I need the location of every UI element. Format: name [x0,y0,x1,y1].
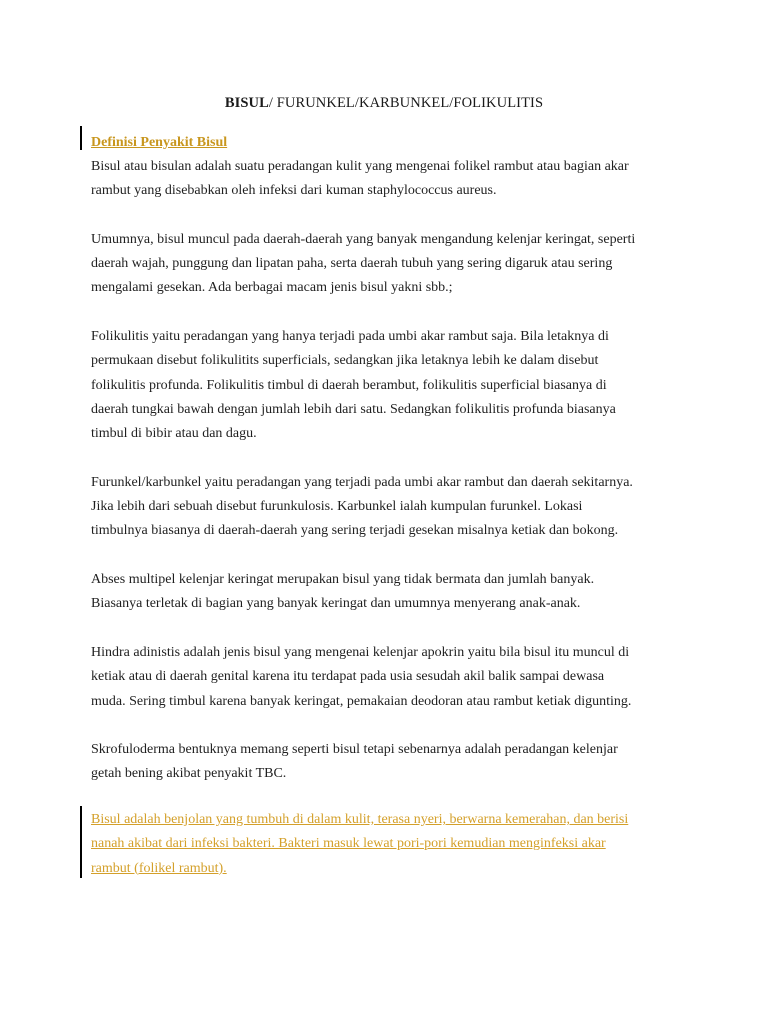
section-heading: Definisi Penyakit Bisul [91,135,228,150]
paragraph-abses: Abses multipel kelenjar keringat merupakan bisul yang tidak bermata dan jumlah banyak. Biasanya terletak di bagian yang banyak keringat dan umumnya menyerang anak-anak. [91,572,595,612]
paragraph-skrofuloderma: Skrofuloderma bentuknya memang seperti bisul tetapi sebenarnya adalah peradangan kelenjar getah bening akibat penyakit TBC. [91,742,618,782]
title-rest-part: / FURUNKEL/KARBUNKEL/FOLIKULITIS [268,95,544,111]
paragraph-furunkel: Furunkel/karbunkel yaitu peradangan yang terjadi pada umbi akar rambut dan daerah sekitarnya. Jika lebih dari sebuah disebut furunkulosis. Karbunkel ialah kumpulan furunkel. Lokasi timbulnya biasanya di daerah-daerah yang sering terjadi gesekan misalnya ketiak dan bokong. [91,474,633,539]
title-bold-part: BISUL [224,95,269,111]
change-bar [80,806,82,878]
paragraph-folikulitis: Folikulitis yaitu peradangan yang hanya terjadi pada umbi akar rambut saja. Bila letaknya di permukaan disebut folikulitits superficials, sedangkan jika letaknya lebih ke dalam disebut folikulitis profunda. Folikulitis timbul di daerah berambut, folikulitis superficial biasanya di daerah tungkai bawah dengan jumlah lebih dari satu. Sedangkan folikulitis profunda biasanya timbul di bibir atau dan dagu. [91,329,616,442]
change-bar [80,126,82,150]
paragraph-hindra: Hindra adinistis adalah jenis bisul yang mengenai kelenjar apokrin yaitu bila bisul itu muncul di ketiak atau di daerah genital karena itu terdapat pada usia sesudah akil balik sampai dewasa muda. Sering timbul karena banyak keringat, pemakaian deodoran atau rambut ketiak digunting. [91,644,632,709]
paragraph-definition: Bisul atau bisulan adalah suatu peradangan kulit yang mengenai folikel rambut atau bagian akar rambut yang disebabkan oleh infeksi dari kuman staphylococcus aureus. [91,159,629,199]
document-title [0,93,768,113]
document-body [91,155,691,811]
highlighted-summary: Bisul adalah benjolan yang tumbuh di dalam kulit, terasa nyeri, berwarna kemerahan, dan berisi nanah akibat dari infeksi bakteri. Bakteri masuk lewat pori-pori kemudian menginfeksi akar rambut (folikel rambut). [91,812,629,876]
paragraph-location: Umumnya, bisul muncul pada daerah-daerah yang banyak mengandung kelenjar keringat, seperti daerah wajah, punggung dan lipatan paha, serta daerah tubuh yang sering digaruk atau sering mengalami gesekan. Ada berbagai macam jenis bisul yakni sbb.; [91,231,636,296]
